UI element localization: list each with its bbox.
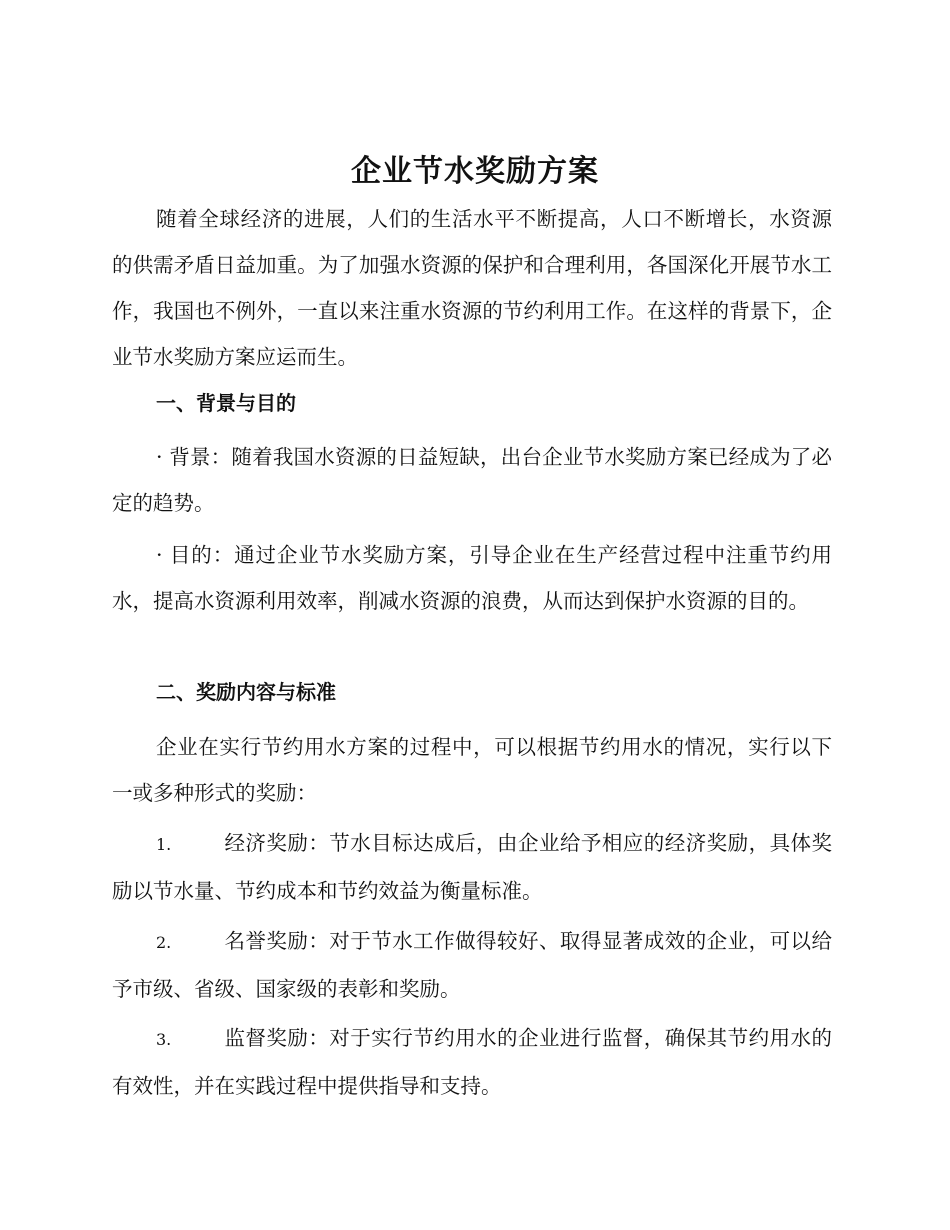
rewards-intro-paragraph: 企业在实行节约用水方案的过程中，可以根据节约用水的情况，实行以下一或多种形式的奖励： bbox=[112, 735, 832, 805]
document-title: 企业节水奖励方案 bbox=[351, 154, 599, 189]
intro-paragraph: 随着全球经济的进展，人们的生活水平不断提高，人口不断增长，水资源的供需矛盾日益加重。为了加强水资源的保护和合理利用，各国深化开展节水工作，我国也不例外，一直以来注重水资源的节约利用工作。在这样的背景下，企业节水奖励方案应运而生。 bbox=[112, 207, 832, 369]
list-text: 经济奖励：节水目标达成后，由企业给予相应的经济奖励，具体奖励以节水量、节约成本和节约效益为衡量标准。 bbox=[112, 831, 832, 903]
section-heading-background: 一、背景与目的 bbox=[156, 391, 296, 415]
list-text: 名誉奖励：对于节水工作做得较好、取得显著成效的企业，可以给予市级、省级、国家级的表彰和奖励。 bbox=[112, 929, 832, 1001]
purpose-paragraph: · 目的：通过企业节水奖励方案，引导企业在生产经营过程中注重节约用水，提高水资源利用效率，削减水资源的浪费，从而达到保护水资源的目的。 bbox=[112, 543, 832, 613]
background-paragraph: · 背景：随着我国水资源的日益短缺，出台企业节水奖励方案已经成为了必定的趋势。 bbox=[112, 445, 832, 515]
list-number: 2. bbox=[156, 933, 172, 952]
list-text: 监督奖励：对于实行节约用水的企业进行监督，确保其节约用水的有效性，并在实践过程中提供指导和支持。 bbox=[112, 1026, 832, 1098]
section-heading-rewards: 二、奖励内容与标准 bbox=[156, 680, 336, 704]
list-item bbox=[112, 1015, 832, 1109]
list-item bbox=[112, 820, 832, 914]
list-number: 1. bbox=[156, 835, 172, 854]
list-number: 3. bbox=[156, 1030, 172, 1049]
list-item bbox=[112, 918, 832, 1012]
